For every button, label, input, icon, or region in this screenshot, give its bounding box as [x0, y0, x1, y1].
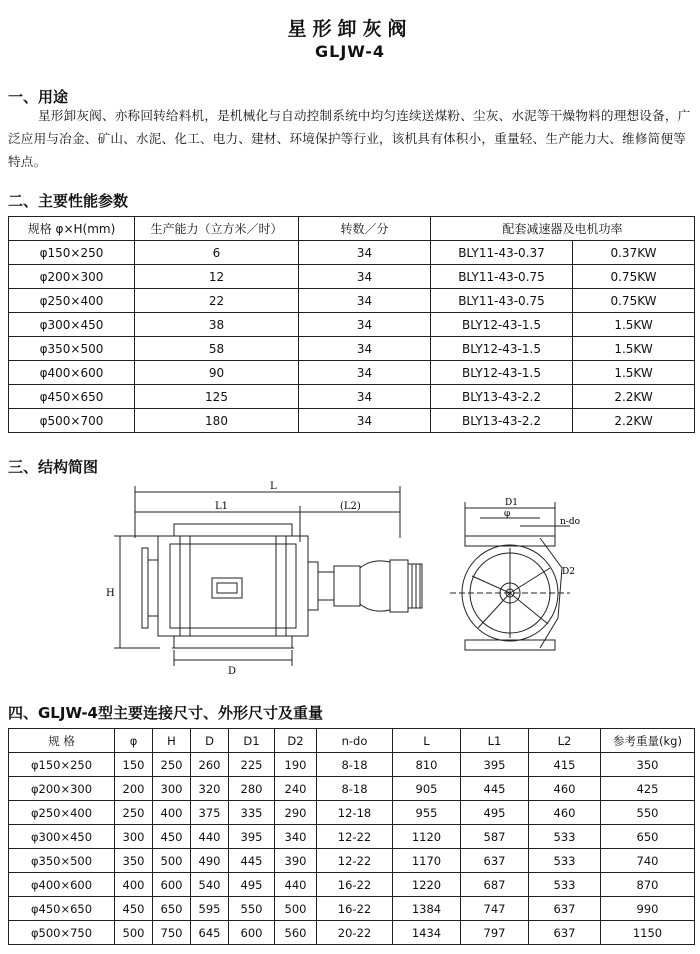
label-D1: D1	[505, 498, 518, 508]
table-cell: 1.5KW	[573, 361, 695, 385]
table-cell: 34	[299, 289, 431, 313]
table-cell: 400	[153, 801, 191, 825]
header-cell: 规 格	[9, 729, 115, 753]
usage-paragraph: 星形卸灰阀、亦称回转给料机，是机械化与自动控制系统中均匀连续送煤粉、尘灰、水泥等干燥物料的理想设备，广泛应用与冶金、矿山、水泥、化工、电力、建材、环境保护等行业，该机具有体积小，重量轻、生产能力大、维修简便等特点。	[8, 108, 691, 169]
table-cell: 1150	[601, 921, 695, 945]
table-cell: 22	[135, 289, 299, 313]
table-cell: 12-22	[317, 849, 393, 873]
table-cell: 495	[229, 873, 275, 897]
table-header-row	[9, 729, 695, 753]
table-cell: φ500×750	[9, 921, 115, 945]
table-cell: 335	[229, 801, 275, 825]
model-title: GLJW-4	[315, 42, 385, 61]
header-cell: H	[153, 729, 191, 753]
label-D2: D2	[562, 567, 575, 577]
table-cell: 550	[601, 801, 695, 825]
table-row	[9, 385, 695, 409]
table-cell: φ400×600	[9, 873, 115, 897]
table-cell: 955	[393, 801, 461, 825]
header-cell: L	[393, 729, 461, 753]
label-L1: L1	[215, 501, 229, 512]
dimension-table	[8, 728, 695, 945]
table-row	[9, 825, 695, 849]
table-cell: 445	[461, 777, 529, 801]
table-cell: 350	[115, 849, 153, 873]
table-cell: 540	[191, 873, 229, 897]
table-cell: 240	[275, 777, 317, 801]
table-cell: 450	[115, 897, 153, 921]
table-cell: 750	[153, 921, 191, 945]
table-cell: 460	[529, 777, 601, 801]
table-row	[9, 801, 695, 825]
header-cell: 规格 φ×H(mm)	[9, 217, 135, 241]
table-cell: 587	[461, 825, 529, 849]
table-cell: BLY12-43-1.5	[431, 313, 573, 337]
table-cell: 225	[229, 753, 275, 777]
table-cell: 650	[153, 897, 191, 921]
section3-heading: 三、结构简图	[8, 458, 99, 476]
table-cell: 250	[153, 753, 191, 777]
table-cell: φ350×500	[9, 849, 115, 873]
table-cell: 450	[153, 825, 191, 849]
table-cell: 34	[299, 313, 431, 337]
table-cell: 320	[191, 777, 229, 801]
table-cell: 905	[393, 777, 461, 801]
table-row	[9, 265, 695, 289]
table-cell: BLY13-43-2.2	[431, 409, 573, 433]
table-cell: 8-18	[317, 777, 393, 801]
table-cell: 533	[529, 849, 601, 873]
table-cell: 350	[601, 753, 695, 777]
header-cell: 配套减速器及电机功率	[431, 217, 695, 241]
table-cell: 290	[275, 801, 317, 825]
header-cell: D2	[275, 729, 317, 753]
table-cell: 390	[275, 849, 317, 873]
table-row	[9, 337, 695, 361]
table-cell: 460	[529, 801, 601, 825]
table-row	[9, 409, 695, 433]
header-cell: n-do	[317, 729, 393, 753]
table-cell: 810	[393, 753, 461, 777]
table-cell: 440	[275, 873, 317, 897]
table-cell: BLY13-43-2.2	[431, 385, 573, 409]
table-cell: 300	[153, 777, 191, 801]
table-cell: 250	[115, 801, 153, 825]
table-cell: 12	[135, 265, 299, 289]
table-cell: 1434	[393, 921, 461, 945]
table-cell: 687	[461, 873, 529, 897]
table-cell: 125	[135, 385, 299, 409]
table-cell: 1.5KW	[573, 313, 695, 337]
table-cell: 395	[229, 825, 275, 849]
table-cell: 740	[601, 849, 695, 873]
table-cell: φ200×300	[9, 777, 115, 801]
table-cell: 560	[275, 921, 317, 945]
table-cell: 0.37KW	[573, 241, 695, 265]
page-title: 星形卸灰阀	[287, 18, 413, 40]
table-cell: 415	[529, 753, 601, 777]
table-row	[9, 361, 695, 385]
table-cell: 12-22	[317, 825, 393, 849]
table-cell: 1120	[393, 825, 461, 849]
table-cell: 300	[115, 825, 153, 849]
table-row	[9, 289, 695, 313]
table-cell: 400	[115, 873, 153, 897]
table-cell: BLY12-43-1.5	[431, 337, 573, 361]
table-cell: φ300×450	[9, 313, 135, 337]
table-cell: 637	[461, 849, 529, 873]
header-cell: D1	[229, 729, 275, 753]
table-cell: 495	[461, 801, 529, 825]
table-cell: 38	[135, 313, 299, 337]
table-row	[9, 753, 695, 777]
header-cell: 生产能力（立方米／时）	[135, 217, 299, 241]
table-row	[9, 313, 695, 337]
table-cell: 650	[601, 825, 695, 849]
table-cell: 280	[229, 777, 275, 801]
table-cell: 533	[529, 873, 601, 897]
table-cell: 12-18	[317, 801, 393, 825]
table-row	[9, 873, 695, 897]
table-cell: 375	[191, 801, 229, 825]
table-row	[9, 897, 695, 921]
section1-heading: 一、用途	[8, 88, 69, 106]
table-header-row	[9, 217, 695, 241]
label-L2: (L2)	[340, 501, 361, 512]
table-cell: 1220	[393, 873, 461, 897]
table-cell: 600	[153, 873, 191, 897]
table-cell: 34	[299, 409, 431, 433]
table-row	[9, 921, 695, 945]
header-cell: L2	[529, 729, 601, 753]
section4-heading: 四、GLJW-4型主要连接尺寸、外形尺寸及重量	[8, 704, 323, 722]
table-cell: 990	[601, 897, 695, 921]
table-row	[9, 777, 695, 801]
table-cell: 8-18	[317, 753, 393, 777]
table-cell: φ200×300	[9, 265, 135, 289]
header-cell: D	[191, 729, 229, 753]
table-cell: 645	[191, 921, 229, 945]
table-cell: φ150×250	[9, 241, 135, 265]
table-cell: 0.75KW	[573, 265, 695, 289]
table-cell: 440	[191, 825, 229, 849]
table-cell: 500	[153, 849, 191, 873]
table-cell: 180	[135, 409, 299, 433]
table-cell: φ350×500	[9, 337, 135, 361]
table-cell: 34	[299, 241, 431, 265]
table-cell: 150	[115, 753, 153, 777]
table-cell: BLY11-43-0.37	[431, 241, 573, 265]
label-D: D	[228, 666, 237, 677]
table-cell: φ400×600	[9, 361, 135, 385]
table-cell: φ450×650	[9, 897, 115, 921]
table-cell: 395	[461, 753, 529, 777]
table-cell: 20-22	[317, 921, 393, 945]
table-cell: φ500×700	[9, 409, 135, 433]
table-cell: φ250×400	[9, 289, 135, 313]
table-cell: 58	[135, 337, 299, 361]
table-cell: 90	[135, 361, 299, 385]
table-cell: φ250×400	[9, 801, 115, 825]
table-cell: 2.2KW	[573, 385, 695, 409]
table-cell: φ150×250	[9, 753, 115, 777]
table-cell: BLY11-43-0.75	[431, 265, 573, 289]
label-H: H	[106, 588, 115, 599]
table-cell: 500	[275, 897, 317, 921]
table-cell: 340	[275, 825, 317, 849]
table-cell: 200	[115, 777, 153, 801]
table-cell: 1170	[393, 849, 461, 873]
header-cell: 转数／分	[299, 217, 431, 241]
table-cell: φ300×450	[9, 825, 115, 849]
table-cell: 533	[529, 825, 601, 849]
table-cell: 260	[191, 753, 229, 777]
label-phi: φ	[504, 509, 511, 519]
header-cell: L1	[461, 729, 529, 753]
table-cell: BLY12-43-1.5	[431, 361, 573, 385]
table-cell: 34	[299, 385, 431, 409]
table-cell: 0.75KW	[573, 289, 695, 313]
table-cell: 797	[461, 921, 529, 945]
table-cell: 595	[191, 897, 229, 921]
table-cell: 34	[299, 361, 431, 385]
table-cell: 34	[299, 337, 431, 361]
table-cell: 2.2KW	[573, 409, 695, 433]
table-row	[9, 241, 695, 265]
header-cell: 参考重量(kg)	[601, 729, 695, 753]
table-cell: 637	[529, 921, 601, 945]
label-L: L	[270, 481, 277, 492]
table-cell: 190	[275, 753, 317, 777]
structure-diagram	[100, 478, 600, 678]
header-cell: φ	[115, 729, 153, 753]
table-cell: 1.5KW	[573, 337, 695, 361]
table-cell: φ450×650	[9, 385, 135, 409]
table-cell: 550	[229, 897, 275, 921]
table-cell: 445	[229, 849, 275, 873]
table-cell: 600	[229, 921, 275, 945]
performance-table	[8, 216, 695, 433]
table-cell: 490	[191, 849, 229, 873]
table-cell: 16-22	[317, 897, 393, 921]
table-cell: 500	[115, 921, 153, 945]
section2-heading: 二、主要性能参数	[8, 192, 129, 210]
table-cell: 637	[529, 897, 601, 921]
label-ndo: n-do	[560, 517, 581, 527]
table-row	[9, 849, 695, 873]
table-cell: 870	[601, 873, 695, 897]
table-cell: 6	[135, 241, 299, 265]
table-cell: 1384	[393, 897, 461, 921]
table-cell: 16-22	[317, 873, 393, 897]
table-cell: 747	[461, 897, 529, 921]
table-cell: 34	[299, 265, 431, 289]
table-cell: BLY11-43-0.75	[431, 289, 573, 313]
table-cell: 425	[601, 777, 695, 801]
